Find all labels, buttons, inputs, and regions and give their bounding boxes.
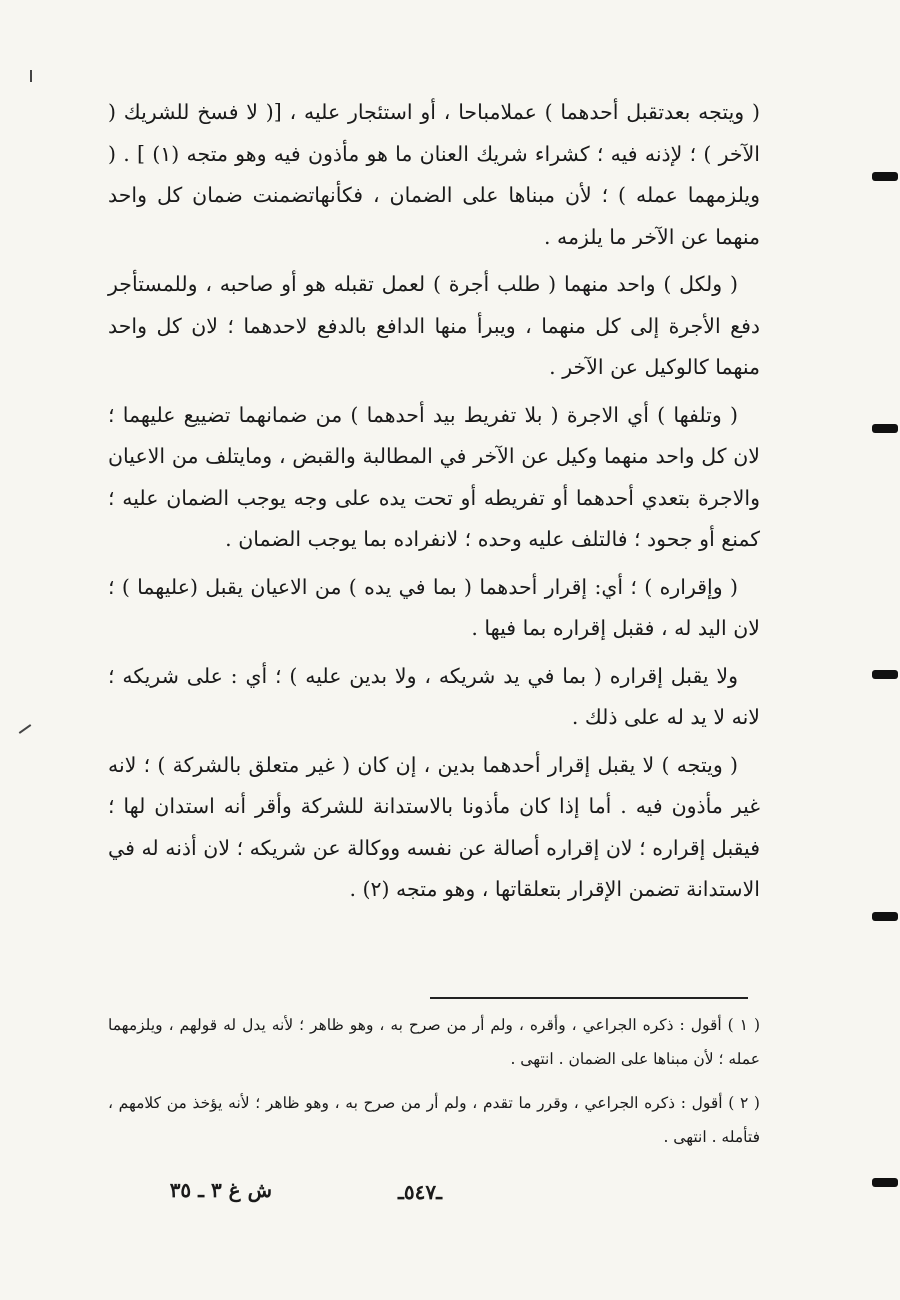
paragraph-1: ( ويتجه بعدتقبل أحدهما ) عملامباحا ، أو استئجار عليه ، [( لا فسخ للشريك ( الآخر ) ؛ لإذنه فيه ؛ كشراء شريك العنان ما هو مأذون فيه وهو متجه (١) ] . ( ويلزمهما عمله ) ؛ لأن مبناها على الضمان ، فكأنهاتضمنت ضمان كل واحد منهما عن الآخر ما يلزمه . (108, 100, 760, 249)
footnotes (108, 1008, 760, 1164)
scan-speck (19, 724, 32, 734)
page-footer (108, 1178, 760, 1218)
footnote-separator (430, 997, 748, 999)
paragraph-3: ( وتلفها ) أي الاجرة ( بلا تفريط بيد أحدهما ) من ضمانهما تضييع عليهما ؛ لان كل واحد منهما وكيل عن الآخر في المطالبة والقبض ، ومايتلف من الاعيان والاجرة بتعدي أحدهما أو تفريطه أو تحت يده على وجه يوجب الضمان عليه ؛ كمنع أو جحود ؛ فالتلف عليه وحده ؛ لانفراده بما يوجب الضمان . (108, 402, 760, 551)
binding-mark (872, 424, 898, 433)
paragraph-6: ( ويتجه ) لا يقبل إقرار أحدهما بدين ، إن كان ( غير متعلق بالشركة ) ؛ لانه غير مأذون فيه . أما إذا كان مأذونا بالاستدانة للشركة وأقر أنه استدان لها ؛ فيقبل إقراره ؛ لان إقراره أصالة عن نفسه ووكالة عن شريكه ؛ لان أذنه له في الاستدانة تضمن الإقرار بتعلقاتها ، وهو متجه (٢) . (108, 752, 760, 901)
binding-mark (872, 1178, 898, 1187)
page-number: ـ٥٤٧ـ (398, 1180, 442, 1204)
signature-mark: ش غ ٣ ـ ٣٥ (169, 1178, 272, 1202)
paragraph-4: ( وإقراره ) ؛ أي: إقرار أحدهما ( بما في يده ) من الاعيان يقبل (عليهما ) ؛ لان اليد له ، فقبل إقراره بما فيها . (108, 574, 760, 640)
footnote-1: ( ١ ) أقول : ذكره الجراعي ، وأقره ، ولم أر من صرح به ، وهو ظاهر ؛ لأنه يدل له قولهم ، ويلزمهما عمله ؛ لأن مبناها على الضمان . انتهى . (108, 1016, 760, 1068)
binding-mark (872, 912, 898, 921)
paragraph-5: ولا يقبل إقراره ( بما في يد شريكه ، ولا بدين عليه ) ؛ أي : على شريكه ؛ لانه لا يد له على ذلك . (108, 663, 760, 729)
main-text-body (108, 92, 760, 917)
binding-mark (872, 670, 898, 679)
scan-speck (30, 70, 32, 82)
binding-mark (872, 172, 898, 181)
footnote-2: ( ٢ ) أقول : ذكره الجراعي ، وقرر ما تقدم ، ولم أر من صرح به ، وهو ظاهر ؛ لأنه يؤخذ من كلامهم ، فتأمله . انتهى . (108, 1094, 760, 1146)
paragraph-2: ( ولكل ) واحد منهما ( طلب أجرة ) لعمل تقبله هو أو صاحبه ، وللمستأجر دفع الأجرة إلى كل منهما ، ويبرأ منها الدافع بالدفع لاحدهما ؛ لان كل واحد منهما كالوكيل عن الآخر . (108, 272, 760, 379)
